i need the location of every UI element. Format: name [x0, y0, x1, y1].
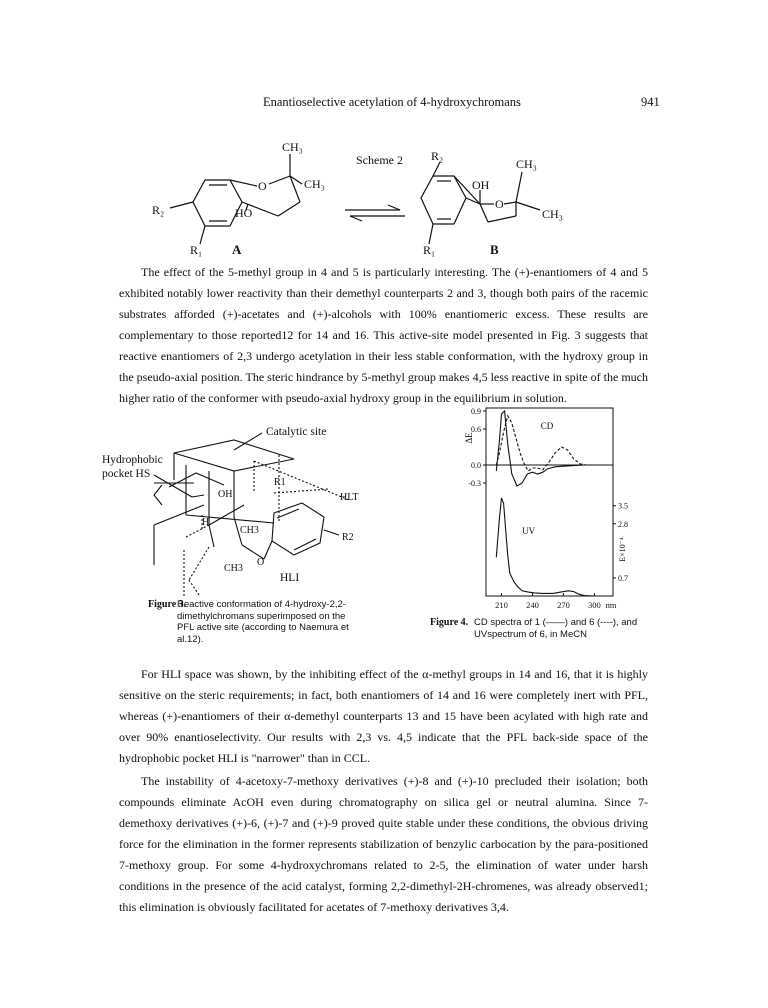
uv-y-tick-label: 0.7 [618, 573, 628, 583]
site-ch3-lower-label: CH3 [224, 563, 243, 574]
cd-y-tick-label: 0.6 [471, 425, 481, 434]
site-ch3-upper-label: CH3 [240, 525, 259, 536]
conformer-b-ring-oxygen: O [495, 197, 504, 211]
conformer-a-hydroxy: HO [235, 206, 253, 220]
cd-y-tick-label: 0.9 [471, 407, 481, 416]
figure-3-caption: Reactive conformation of 4-hydroxy-2,2-dimethylchromans superimposed on the PFL active site (according to Naemura et al.12). [177, 599, 349, 645]
paragraph-3 [119, 771, 648, 918]
figure-3-diagram [102, 425, 389, 600]
plot-frame [486, 408, 613, 596]
conformer-b-r1: R₁ [423, 243, 436, 257]
conformer-a-label: A [232, 242, 242, 257]
conformer-b-side-methyl: CH₃ [542, 207, 563, 221]
uv-y-tick-label: 3.5 [618, 501, 628, 511]
figure-3-caption-label-text: Figure 3. [148, 599, 187, 610]
site-hydroxy-label: OH [218, 489, 233, 500]
conformer-a-r1: R₁ [190, 243, 203, 257]
catalytic-site-label: Catalytic site [266, 426, 327, 438]
conformer-a-side-methyl: CH₃ [304, 177, 325, 191]
figure-4-caption: CD spectra of 1 (——) and 6 (----), and UVspectrum of 6, in MeCN [474, 617, 638, 640]
scheme-title: Scheme 2 [356, 153, 403, 167]
hydrophobic-pocket-label-line2: pocket HS [102, 468, 151, 480]
site-h-label: H [202, 517, 210, 528]
figure-4-caption-label [430, 617, 468, 629]
site-hli-label: HLI [280, 572, 300, 584]
conformer-a-ring-oxygen: O [258, 179, 267, 193]
paragraph-2 [119, 664, 648, 769]
uv-panel-annotation: UV [522, 526, 536, 537]
figure-4-caption-label-text: Figure 4. [430, 617, 469, 628]
cd-y-axis-label: ΔE [464, 432, 474, 444]
conformer-b-top-methyl: CH₃ [516, 157, 537, 171]
conformer-b-benzene-ring [421, 176, 466, 224]
x-tick-label: 210 [495, 600, 508, 610]
x-axis-unit-label: nm [605, 600, 617, 610]
site-hlt-label: HLT [340, 492, 359, 503]
conformer-b-label: B [490, 242, 499, 257]
page-number: 941 [641, 95, 660, 109]
uv-y-axis-label: E×10⁻⁴ [618, 537, 627, 562]
uv-series-line [496, 498, 610, 596]
scheme-2-diagram [150, 140, 620, 260]
site-ring-oxygen-label: O [257, 557, 265, 568]
x-tick-label: 270 [557, 600, 570, 610]
x-tick-label: 240 [526, 600, 539, 610]
conformer-b-r2: R₂ [431, 149, 444, 163]
conformer-b-hydroxy: OH [472, 178, 490, 192]
site-r2-label: R2 [342, 532, 354, 543]
x-tick-label: 300 [588, 600, 601, 610]
cd-y-tick-label: 0.0 [471, 461, 481, 470]
conformer-a-top-methyl: CH₃ [282, 140, 303, 154]
paragraph-1 [119, 262, 648, 409]
paragraph-1-text: The effect of the 5-methyl group in 4 and 5 is particularly interesting. The (+)-enantiomers of 4 and 5 exhibited notably lower reactivity than their demethyl counterparts 2 and 3, though both pairs of the racemic substrates afforded (+)-acetates and (+)-alcohols with 100% enantiomeric excess. These results are complementary to those reported12 for 14 and 16. This active-site model presented in Fig. 3 suggests that reactive enantiomers of 2,3 undergo acetylation in their less stable conformation, with the hydroxy group in the pseudo-axial position. The steric hindrance by 5-methyl group makes 4,5 less reactive in spite of the much higher ratio of the conformer with pseudo-axial hydroxy group in the equilibrium in solution. [119, 265, 648, 405]
active-site-box-top [174, 440, 294, 471]
figure-4-chart [448, 403, 648, 618]
hydrophobic-pocket-label-line1: Hydrophobic [102, 454, 163, 466]
paragraph-3-text: The instability of 4-acetoxy-7-methoxy derivatives (+)-8 and (+)-10 precluded their isolation; both compounds eliminate AcOH even during chromatography on silica gel or neutral alumina. Since 7-demethoxy derivatives (+)-6, (+)-7 and (+)-9 proved quite stable under these conditions, the obvious driving force for the elimination in the former represents stabilization of benzylic carbocation by the para-positioned 7-methoxy group. For some 4-hydroxychromans related to 2-5, the elimination of water under harsh conditions in the presence of the acid catalyst, forming 2,2-dimethyl-2H-chromenes, was already observed1; this elimination is obviously facilitated for acetates of 7-methoxy derivatives 3,4. [119, 774, 648, 914]
running-title: Enantioselective acetylation of 4-hydroxychromans [263, 95, 521, 109]
paragraph-2-text: For HLI space was shown, by the inhibiting effect of the α-methyl groups in 14 and 16, that it is highly sensitive on the steric requirements; in fact, both enantiomers of 14 and 16 were completely inert with PFL, whereas (+)-enantiomers of their α-demethyl counterparts 13 and 15 have been acylated with high rate and over 90% enantioselectivity. Our results with 2,3 vs. 4,5 indicate that the PFL back-side space of the hydrophobic pocket HLI is "narrower" than in CCL. [119, 667, 648, 765]
site-r1-label: R1 [274, 477, 286, 488]
cd-y-tick-label: -0.3 [468, 479, 481, 488]
cd-panel-annotation: CD [540, 421, 554, 431]
conformer-a-r2: R₂ [152, 203, 165, 217]
uv-y-tick-label: 2.8 [618, 519, 628, 529]
figure-3-benzene-ring [272, 503, 324, 555]
